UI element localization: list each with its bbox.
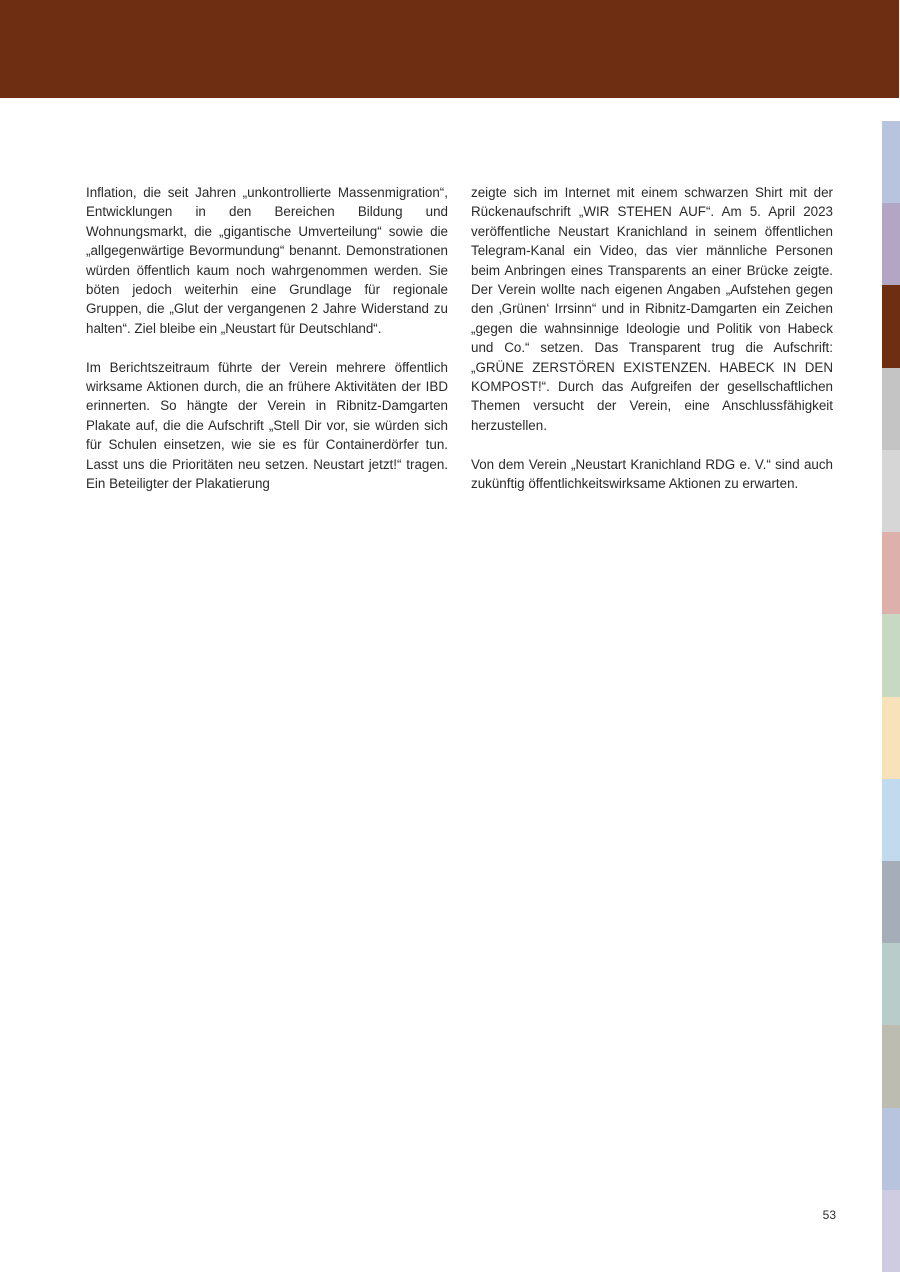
chapter-tab-8 [882,697,900,779]
chapter-tab-4 [882,368,900,450]
chapter-tab-6 [882,532,900,614]
chapter-tab-7 [882,614,900,696]
paragraph: Im Berichtszeitraum führte der Verein mehrere öffentlich wirksame Aktionen durch, die an frühere Aktivitäten der IBD erinnerten. So hängte der Verein in Ribnitz-Damgarten Plakate auf, die die Aufschrift „Stell Dir vor, sie würden sich für Schulen einsetzen, wie sie es für Containerdörfer tun. Lasst uns die Prioritäten neu setzen. Neustart jetzt!“ tragen. Ein Beteiligter der Plakatierung [86,359,448,492]
page-number: 53 [822,1208,836,1222]
paragraph: Von dem Verein „Neustart Kranichland RDG e. V.“ sind auch zukünftig öffentlichkeitswirksame Aktionen zu erwarten. [471,456,833,492]
chapter-tab-11 [882,943,900,1025]
paragraph: zeigte sich im Internet mit einem schwarzen Shirt mit der Rückenaufschrift „WIR STEHEN AUF“. Am 5. April 2023 veröffentliche Neustart Kranichland in seinem öffentlichen Telegram-Kanal ein Video, das vier männliche Personen beim Anbringen eines Transparents an einer Brücke zeigte. Der Verein wollte nach eigenen Angaben „Aufstehen gegen den ‚Grünen‘ Irrsinn“ und in Ribnitz-Damgarten ein Zeichen „gegen die wahnsinnige Ideologie und Politik von Habeck und Co.“ setzen. Das Transparent trug die Aufschrift: „GRÜNE ZERSTÖREN EXISTENZEN. HABECK IN DEN KOMPOST!“. Durch das Aufgreifen der gesellschaftlichen Themen versucht der Verein, eine Anschlussfähigkeit herzustellen. [471,185,833,433]
chapter-tab-10 [882,861,900,943]
chapter-tab-14 [882,1190,900,1272]
chapter-tab-2 [882,203,900,285]
chapter-tab-5 [882,450,900,532]
header-band [0,0,899,98]
text-column-right [471,183,833,513]
chapter-tab-12 [882,1025,900,1107]
chapter-tabs [882,121,900,1272]
chapter-tab-13 [882,1108,900,1190]
chapter-tab-3 [882,285,900,367]
text-column-left [86,183,448,513]
paragraph: Inflation, die seit Jahren „unkontrollierte Massenmigration“, Entwicklungen in den Bereichen Bildung und Wohnungsmarkt, die „gigantische Umverteilung“ sowie die „allgegenwärtige Bevormundung“ benannt. Demonstrationen würden öffentlich kaum noch wahrgenommen werden. Sie böten jedoch weiterhin eine Grundlage für regionale Gruppen, die „Glut der vergangenen 2 Jahre Widerstand zu halten“. Ziel bleibe ein „Neustart für Deutschland“. [86,185,448,336]
chapter-tab-1 [882,121,900,203]
chapter-tab-9 [882,779,900,861]
